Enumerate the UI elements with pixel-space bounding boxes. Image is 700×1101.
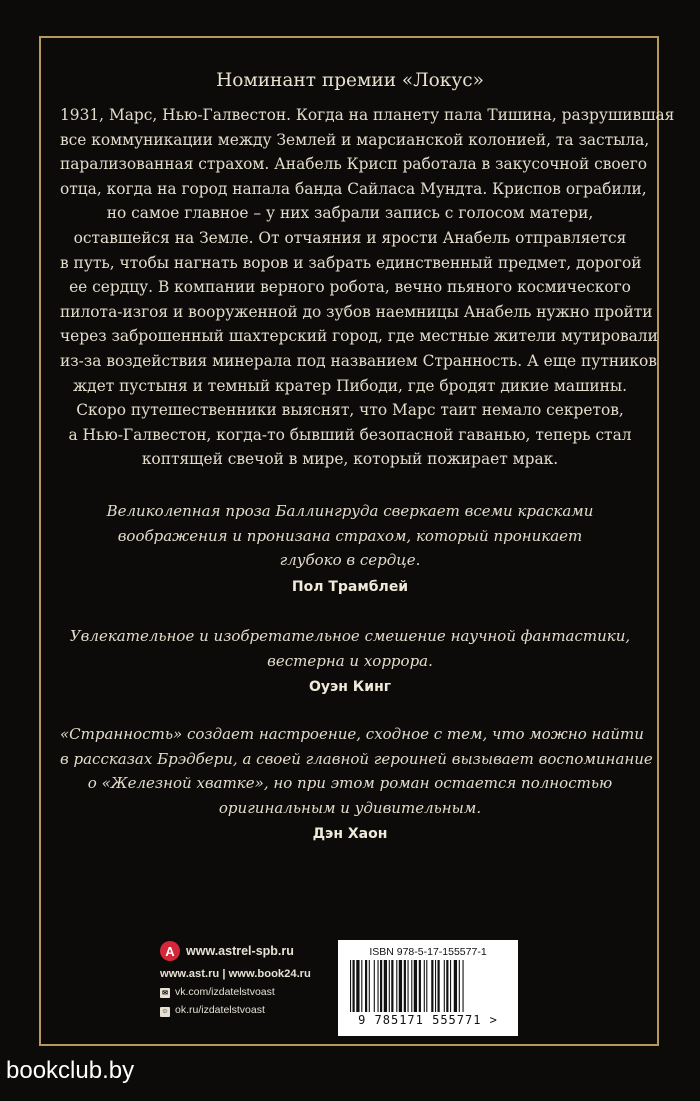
ok-link[interactable] [160,1004,340,1017]
ok-link-text: ok.ru/izdatelstvoast [175,1004,265,1016]
blurb-line: парализованная страхом. Анабель Крисп работала в закусочной своего [60,155,648,174]
blurb-line: а Нью-Галвестон, когда-то бывший безопасной гаванью, теперь стал [68,425,632,444]
vk-link-text: vk.com/izdatelstvoast [175,986,275,998]
blurb-line: коптящей свечой в мире, который пожирает мрак. [141,450,559,469]
review-quote-line: о «Железной хватке», но при этом роман остается полностью [87,774,613,792]
blurb-line: отца, когда на город напала банда Сайласа Мундта. Криспов ограбили, [60,179,647,198]
review-quote-line: в рассказах Брэдбери, а своей главной героиней вызывает воспоминание [60,749,653,768]
vk-icon: ✉ [160,988,170,998]
review-tremblay [60,499,640,599]
isbn-label: ISBN 978-5-17-155577-1 [369,946,487,958]
blurb-line: через заброшенный шахтерский город, где местные жители мутировали [60,327,658,346]
review-author: Дэн Хаон [312,826,388,842]
blurb-line: пилота-изгоя и вооруженной до зубов наемницы Анабель нужно пройти [60,302,653,321]
blurb-line: Скоро путешественники выяснят, что Марс таит немало секретов, [76,401,624,420]
vk-link[interactable] [160,986,340,998]
review-quote-line: воображения и пронизана страхом, который проникает [117,526,583,545]
blurb-line: все коммуникации между Землей и марсианской колонией, та застыла, [60,130,650,149]
blurb-line: ждет пустыня и темный кратер Пибоди, где бродят дикие машины. [72,376,628,395]
publisher-logo-icon: A [160,941,180,961]
review-quote-line: Великолепная проза Баллингруда сверкает всеми красками [106,502,594,520]
watermark: bookclub.by [6,1057,135,1084]
blurb-line: но самое главное – у них забрали запись с голосом матери, [106,204,594,223]
publisher-info [160,940,340,1017]
blurb-line: в путь, чтобы нагнать воров и забрать единственный предмет, дорогой [60,253,642,272]
blurb-line: 1931, Марс, Нью-Галвестон. Когда на планету пала Тишина, разрушившая [60,106,675,124]
review-quote-line: глубоко в сердце. [279,551,421,569]
review-author: Пол Трамблей [291,578,409,595]
book-blurb [60,103,675,472]
barcode-digits: 9 785171 555771 > [358,1013,498,1027]
blurb-line: оставшейся на Земле. От отчаяния и ярости Анабель отправляется [73,228,627,247]
publisher-main-row [160,940,340,962]
review-haon [60,722,653,847]
review-quote-line: «Странность» создает настроение, сходное с тем, что можно найти [60,725,644,743]
review-quote-line: вестерна и хоррора. [267,651,433,670]
review-quote-line: Увлекательное и изобретательное смешение научной фантастики, [69,627,631,645]
review-king [60,624,640,700]
blurb-line: ее сердцу. В компании верного робота, вечно пьяного космического [69,278,631,297]
publisher-site-link[interactable]: www.astrel-spb.ru [186,944,294,958]
blurb-line: из-за воздействия минерала под названием Странность. А еще путников [60,351,657,370]
review-quote-line: оригинальным и удивительным. [218,798,482,817]
review-author: Оуэн Кинг [308,679,392,695]
barcode-bars [348,960,508,1012]
award-heading: Номинант премии «Локус» [216,70,484,91]
publisher-secondary-sites[interactable]: www.ast.ru | www.book24.ru [160,968,311,980]
isbn-barcode [338,940,518,1036]
ok-icon: ☺ [161,1008,169,1015]
